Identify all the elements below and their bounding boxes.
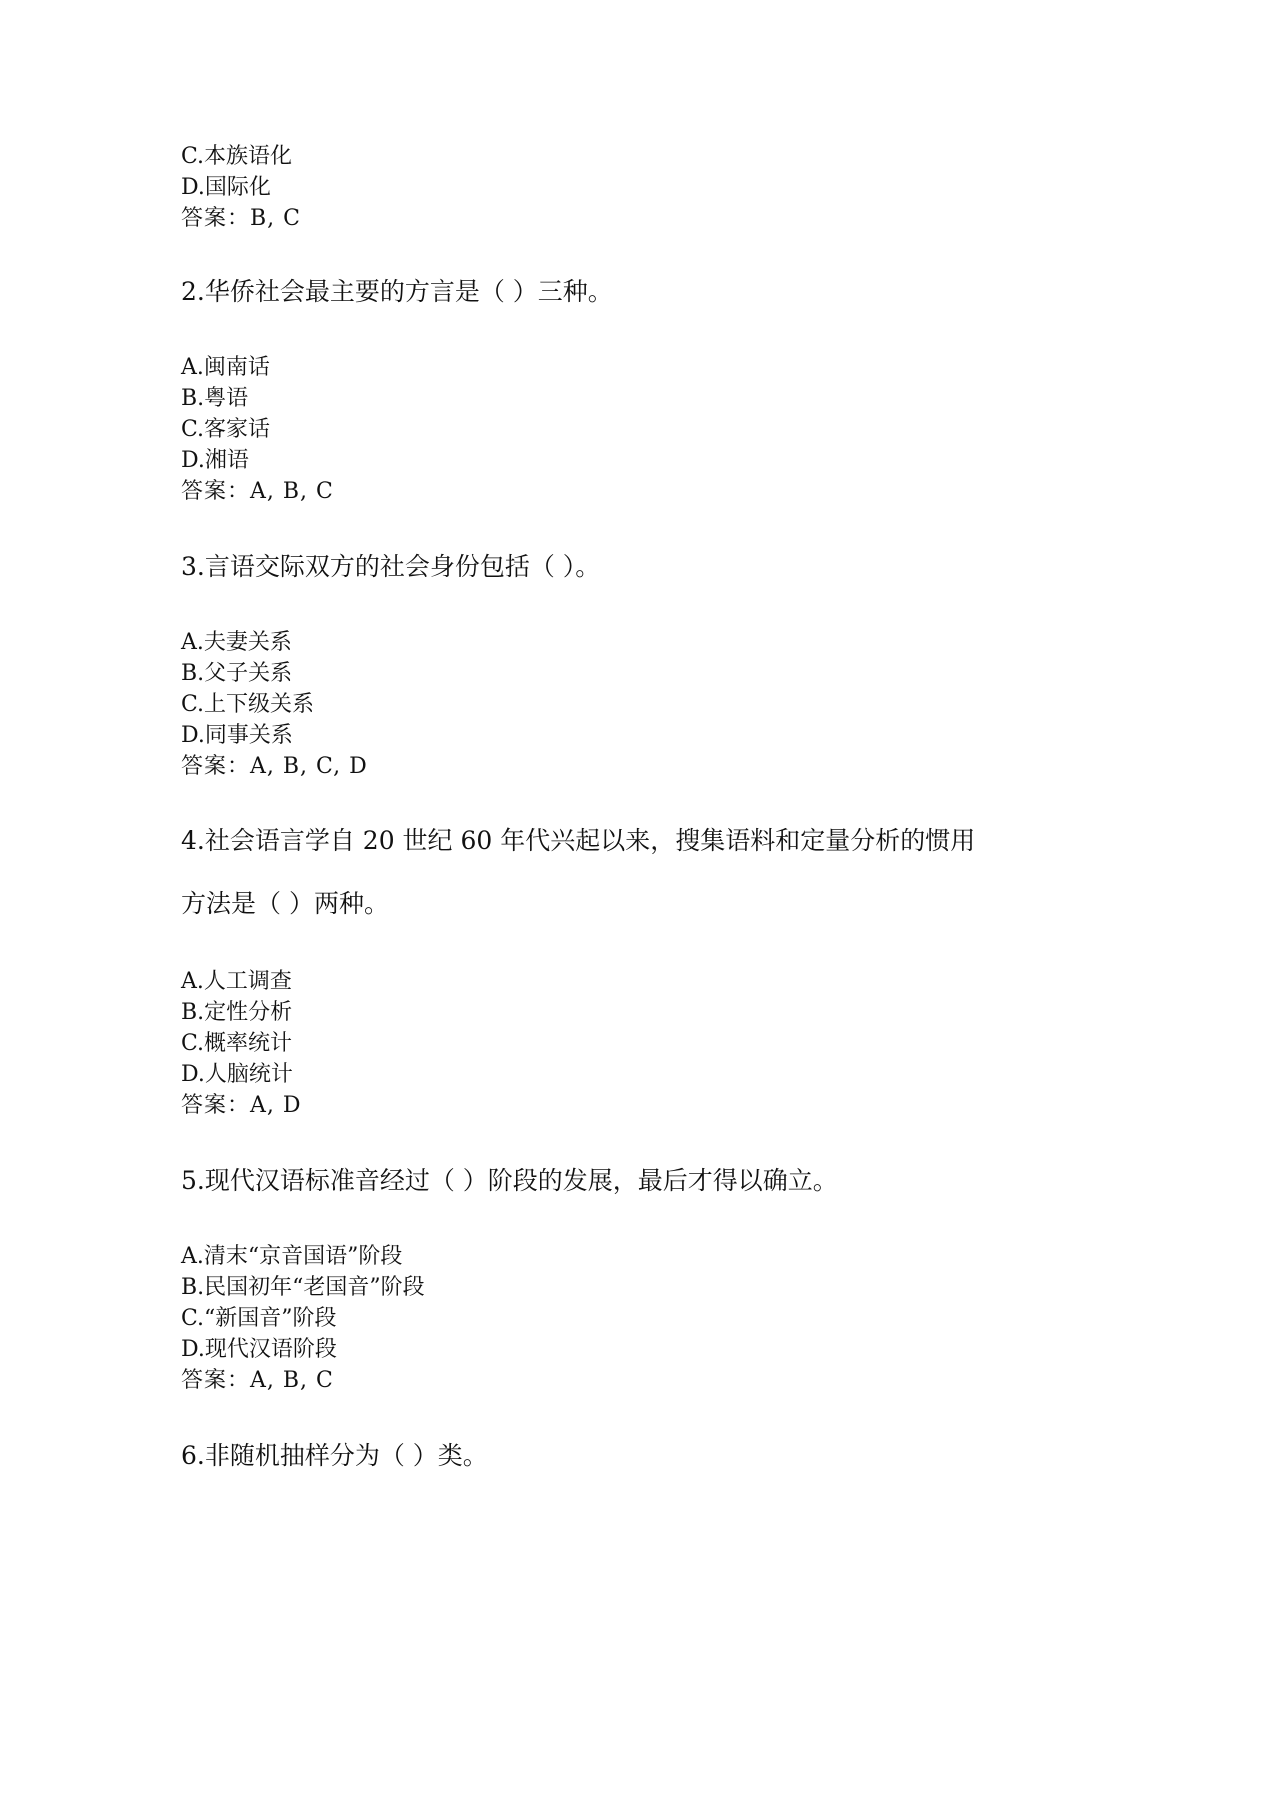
answer-text: 答案：A, D bbox=[181, 1093, 302, 1118]
option-text: C.概率统计 bbox=[181, 1031, 293, 1056]
question-stem: 4.社会语言学自 20 世纪 60 年代兴起以来，搜集语料和定量分析的惯用 bbox=[181, 826, 976, 855]
question-stem: 5.现代汉语标准音经过（ ）阶段的发展，最后才得以确立。 bbox=[181, 1166, 838, 1195]
option-text: B.民国初年“老国音”阶段 bbox=[181, 1275, 425, 1300]
question-stem: 3.言语交际双方的社会身份包括（ ）。 bbox=[181, 552, 601, 581]
answer-text: 答案：A, B, C bbox=[181, 1368, 334, 1393]
answer-text: 答案：A, B, C, D bbox=[181, 754, 368, 779]
answer-text: 答案：A, B, C bbox=[181, 479, 334, 504]
answer-text: 答案：B, C bbox=[181, 206, 301, 231]
option-text: B.父子关系 bbox=[181, 661, 293, 686]
question-stem: 方法是（ ）两种。 bbox=[181, 889, 389, 918]
option-text: C.客家话 bbox=[181, 417, 271, 442]
option-text: D.同事关系 bbox=[181, 723, 293, 748]
option-text: D.人脑统计 bbox=[181, 1062, 293, 1087]
option-text: D.湘语 bbox=[181, 448, 249, 473]
option-text: B.定性分析 bbox=[181, 1000, 293, 1025]
option-text: A.清末“京音国语”阶段 bbox=[181, 1244, 403, 1269]
option-text: C.上下级关系 bbox=[181, 692, 315, 717]
question-stem: 2.华侨社会最主要的方言是（ ）三种。 bbox=[181, 277, 613, 306]
option-text: C.本族语化 bbox=[181, 144, 293, 169]
question-stem: 6.非随机抽样分为（ ）类。 bbox=[181, 1441, 488, 1470]
option-text: A.夫妻关系 bbox=[181, 630, 292, 655]
option-text: D.现代汉语阶段 bbox=[181, 1337, 337, 1362]
option-text: A.闽南话 bbox=[181, 355, 270, 380]
option-text: D.国际化 bbox=[181, 175, 271, 200]
option-text: A.人工调查 bbox=[181, 969, 292, 994]
option-text: C.“新国音”阶段 bbox=[181, 1306, 337, 1331]
option-text: B.粤语 bbox=[181, 386, 249, 411]
